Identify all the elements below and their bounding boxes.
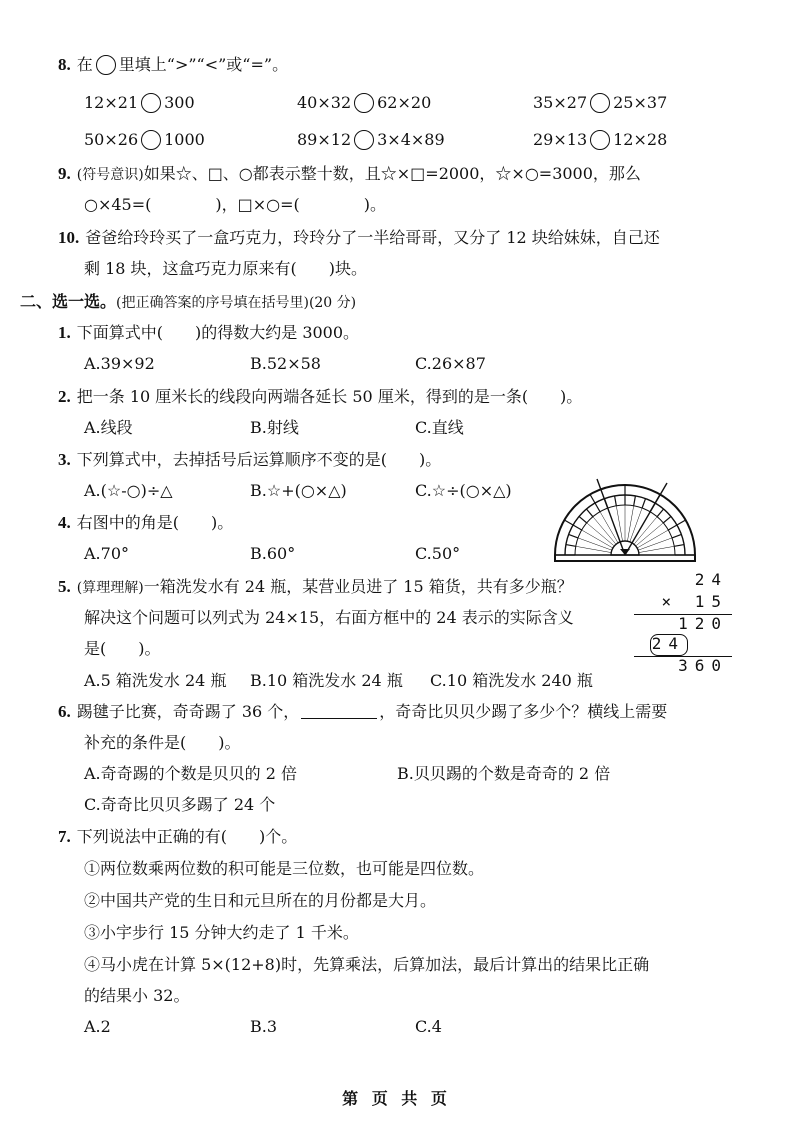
option-c: C.直线 [415, 418, 464, 437]
q7-statement-4-cont: 的结果小 32。 [84, 986, 190, 1005]
section-2-header [20, 291, 356, 314]
option-b: B.贝贝踢的个数是奇奇的 2 倍 [397, 764, 611, 783]
question-number: 6. [58, 702, 71, 721]
vm-product: 360 [678, 656, 728, 675]
section-2-title: 二、选一选。 [20, 292, 117, 311]
answer-circle[interactable] [590, 130, 610, 150]
page-footer: 第 页 共 页 [342, 1089, 451, 1108]
q7-line-1 [58, 826, 297, 848]
q6-line-1 [58, 701, 667, 723]
mc-question-1 [58, 322, 359, 344]
answer-circle[interactable] [590, 93, 610, 113]
q8-item-right: 300 [164, 93, 195, 112]
option-b: B.射线 [250, 418, 299, 437]
question-text: 下列算式中，去掉括号后运算顺序不变的是( )。 [76, 450, 442, 469]
q10-line-1 [58, 227, 660, 249]
q5-line-1 [58, 576, 573, 599]
option-a: A.线段 [84, 418, 133, 437]
vm-partial-1: 120 [678, 614, 728, 633]
q8-item-right: 62×20 [377, 93, 432, 112]
question-text: 下列说法中正确的有( )个。 [76, 827, 298, 846]
q9-tag: (符号意识) [76, 167, 144, 183]
question-text: 右图中的角是( )。 [76, 513, 234, 532]
option-a: A.(☆-○)÷△ [84, 481, 173, 500]
q6-line-2: 补充的条件是( )。 [84, 733, 241, 752]
mc-question-3 [58, 449, 441, 471]
q10-text-1: 爸爸给玲玲买了一盒巧克力，玲玲分了一半给哥哥，又分了 12 块给妹妹，自己还 [85, 228, 660, 247]
option-a: A.39×92 [84, 354, 155, 373]
q8-item-3 [533, 92, 667, 114]
option-c: C.26×87 [415, 354, 486, 373]
q8-item-left: 50×26 [84, 130, 139, 149]
q8-item-left: 29×13 [533, 130, 588, 149]
mc-question-4 [58, 512, 233, 534]
q8-item-5 [297, 129, 445, 151]
option-a: A.5 箱洗发水 24 瓶 [84, 671, 227, 690]
answer-circle[interactable] [141, 93, 161, 113]
q10-number: 10. [58, 228, 80, 247]
q5-tag: (算理理解) [76, 580, 144, 596]
question-number: 3. [58, 450, 71, 469]
question-number: 7. [58, 827, 71, 846]
answer-circle[interactable] [141, 130, 161, 150]
circle-icon [96, 55, 116, 75]
vm-partial-2: 24 [651, 634, 685, 653]
q9-number: 9. [58, 164, 71, 183]
q8-item-4 [84, 129, 205, 151]
question-number: 4. [58, 513, 71, 532]
q8-prompt [58, 54, 288, 76]
option-c: C.10 箱洗发水 240 瓶 [430, 671, 593, 690]
q5-line-2: 解决这个问题可以列式为 24×15，右面方框中的 24 表示的实际含义 [84, 608, 574, 627]
question-text: 把一条 10 厘米长的线段向两端各延长 50 厘米，得到的是一条( )。 [76, 387, 583, 406]
question-number: 1. [58, 323, 71, 342]
mc-question-2 [58, 386, 582, 408]
option-b: B.52×58 [250, 354, 321, 373]
option-c: C.☆÷(○×△) [415, 481, 512, 500]
option-b: B.3 [250, 1017, 278, 1036]
q8-item-left: 89×12 [297, 130, 352, 149]
option-c: C.4 [415, 1017, 442, 1036]
protractor-figure [553, 477, 698, 565]
q8-item-right: 1000 [164, 130, 205, 149]
q9-line-2: ○×45=( )，□×○=( )。 [84, 195, 386, 214]
answer-circle[interactable] [354, 93, 374, 113]
answer-circle[interactable] [354, 130, 374, 150]
vertical-multiplication [628, 570, 738, 680]
q9-text-1: 如果☆、□、○都表示整十数，且☆×□=2000，☆×○=3000，那么 [143, 164, 641, 183]
q5-line-3: 是( )。 [84, 639, 161, 658]
q10-line-2: 剩 18 块，这盒巧克力原来有( )块。 [84, 259, 368, 278]
q8-item-left: 35×27 [533, 93, 588, 112]
option-b: B.☆+(○×△) [250, 481, 347, 500]
q5-text-1: 一箱洗发水有 24 瓶，某营业员进了 15 箱货，共有多少瓶？ [143, 577, 573, 596]
vm-multiplier: × 15 [661, 592, 728, 611]
q8-text-b: 里填上“>”“<”或“=”。 [118, 55, 289, 74]
question-number: 2. [58, 387, 71, 406]
q8-item-left: 12×21 [84, 93, 139, 112]
question-text: 下面算式中( )的得数大约是 3000。 [76, 323, 360, 342]
q7-statement-2: ②中国共产党的生日和元旦所在的月份都是大月。 [84, 891, 437, 910]
option-a: A.2 [84, 1017, 111, 1036]
q9-line-1 [58, 163, 641, 186]
q8-item-6 [533, 129, 667, 151]
option-b: B.60° [250, 544, 296, 563]
q6-text-1b: ，奇奇比贝贝少踢了多少个？横线上需要 [379, 702, 668, 721]
option-b: B.10 箱洗发水 24 瓶 [250, 671, 403, 690]
fill-blank-line[interactable] [301, 702, 377, 719]
option-a: A.70° [84, 544, 129, 563]
vm-multiplicand: 24 [694, 570, 728, 589]
q8-item-2 [297, 92, 431, 114]
option-c: C.50° [415, 544, 461, 563]
q8-number: 8. [58, 55, 71, 74]
section-2-note: (把正确答案的序号填在括号里)(20 分) [116, 295, 357, 311]
option-a: A.奇奇踢的个数是贝贝的 2 倍 [84, 764, 297, 783]
q8-item-right: 25×37 [613, 93, 668, 112]
q6-text-1a: 踢毽子比赛，奇奇踢了 36 个， [76, 702, 300, 721]
option-c: C.奇奇比贝贝多踢了 24 个 [84, 795, 276, 814]
q8-item-left: 40×32 [297, 93, 352, 112]
q7-statement-4: ④马小虎在计算 5×(12+8)时，先算乘法，后算加法，最后计算出的结果比正确 [84, 955, 650, 974]
q7-statement-1: ①两位数乘两位数的积可能是三位数，也可能是四位数。 [84, 859, 485, 878]
q8-text-a: 在 [76, 55, 93, 74]
q8-item-right: 3×4×89 [377, 130, 445, 149]
question-number: 5. [58, 577, 71, 596]
q7-statement-3: ③小宇步行 15 分钟大约走了 1 千米。 [84, 923, 359, 942]
q8-item-right: 12×28 [613, 130, 668, 149]
q8-item-1 [84, 92, 195, 114]
